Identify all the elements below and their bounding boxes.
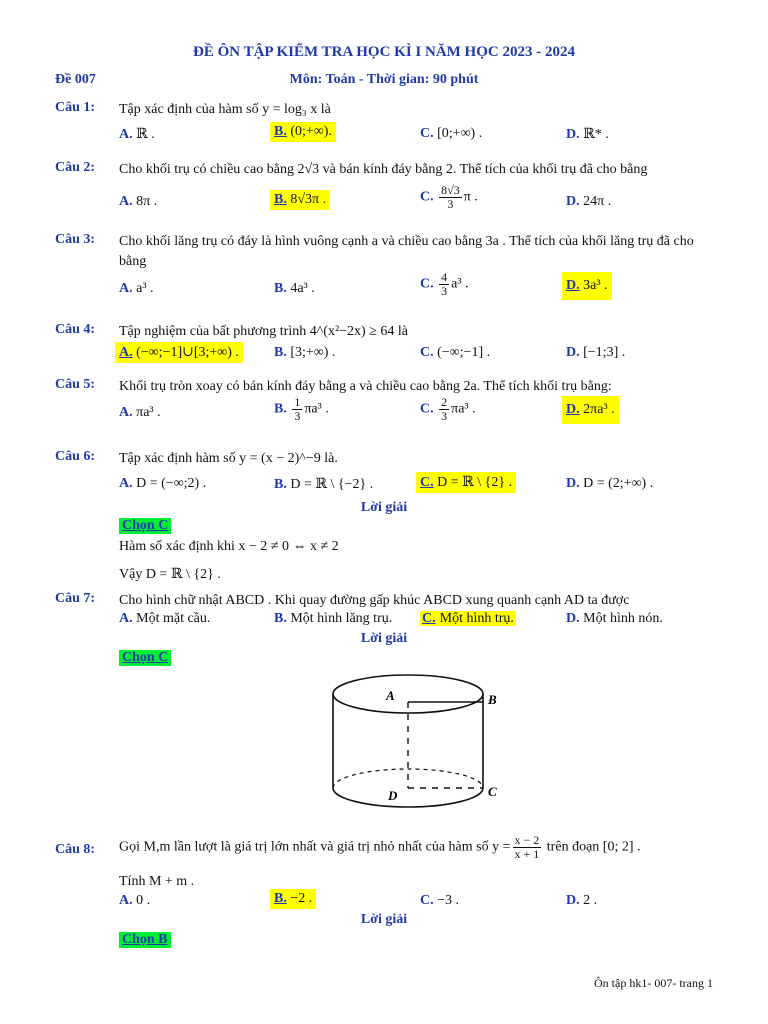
question-6-text: Tập xác định hàm số y = (x − 2)^−9 là.: [119, 451, 338, 466]
option-value: [−1;3] .: [583, 345, 626, 360]
q3-option-d: [562, 272, 612, 300]
vertex-label-a: A: [386, 688, 395, 703]
q1-option-c: [420, 126, 482, 142]
q2-option-c: [420, 184, 478, 211]
option-letter: B.: [274, 192, 287, 207]
question-4-text: Tập nghiệm của bất phương trình 4^(x²−2x) ≥ 64 là: [119, 324, 408, 339]
option-value: 0 .: [136, 893, 151, 908]
option-value: 3a³ .: [583, 278, 608, 293]
answer-choice: Chọn C: [119, 650, 171, 666]
option-value: (−∞;−1]∪[3;+∞) .: [136, 345, 239, 360]
q7-option-a: [119, 611, 210, 627]
fraction-denominator: 3: [441, 409, 448, 423]
option-letter: A.: [119, 611, 133, 626]
question-5-label: Câu 5:: [55, 377, 96, 392]
q3-option-b: [274, 281, 315, 297]
option-value: π .: [463, 189, 478, 205]
option-letter: A.: [119, 194, 133, 209]
fraction-denominator: x + 1: [514, 847, 540, 861]
option-letter: C.: [420, 345, 434, 360]
q5-option-a: [119, 405, 161, 421]
option-letter: C.: [422, 611, 436, 626]
q3-option-c: [420, 271, 469, 298]
q2-option-a: [119, 194, 157, 210]
option-value: ℝ* .: [583, 127, 609, 142]
option-letter: D.: [566, 476, 580, 491]
option-letter: C.: [420, 189, 434, 205]
q8-option-c: [420, 893, 459, 909]
option-value: Một hình nón.: [583, 611, 663, 626]
option-value: D = (2;+∞) .: [583, 476, 654, 491]
fraction-numerator: 2: [441, 395, 448, 409]
option-value: 2 .: [583, 893, 598, 908]
question-4-label: Câu 4:: [55, 322, 96, 337]
q4-option-a: [115, 342, 243, 363]
option-letter: B.: [274, 281, 287, 296]
option-letter: B.: [274, 477, 287, 492]
fraction-numerator: 4: [441, 270, 448, 284]
fraction: [439, 184, 462, 211]
option-letter: B.: [274, 891, 287, 906]
question-3-label: Câu 3:: [55, 232, 96, 247]
option-letter: A.: [119, 345, 133, 360]
option-value: (−∞;−1] .: [437, 345, 491, 360]
question-2-label: Câu 2:: [55, 160, 96, 175]
cylinder-figure: [320, 672, 520, 822]
option-letter: C.: [420, 401, 434, 417]
option-letter: C.: [420, 276, 434, 292]
option-value: 24π .: [583, 194, 612, 209]
option-value: 8π .: [136, 194, 158, 209]
solution-heading: Lời giải: [360, 912, 408, 927]
option-value: 2πa³ .: [583, 402, 615, 417]
option-value: (0;+∞).: [290, 124, 332, 139]
q1-option-d: [566, 126, 609, 143]
option-value: [3;+∞) .: [290, 345, 336, 360]
fraction-numerator: x − 2: [514, 833, 540, 847]
option-value: a³ .: [136, 281, 154, 296]
option-letter: D.: [566, 278, 580, 293]
option-value: 8√3π .: [290, 192, 327, 207]
option-letter: D.: [566, 194, 580, 209]
q3-option-a: [119, 281, 154, 297]
fraction-denominator: 3: [294, 409, 301, 423]
option-value: Một mặt cầu.: [136, 611, 211, 626]
fraction: [439, 271, 449, 298]
solution-line: Vậy D = ℝ \ {2} .: [119, 567, 221, 582]
answer-choice: Chọn B: [119, 932, 171, 948]
question-8-label: Câu 8:: [55, 842, 96, 857]
option-value: [0;+∞) .: [437, 126, 483, 141]
option-letter: A.: [119, 281, 133, 296]
question-text: Gọi M,m lần lượt là giá trị lớn nhất và giá trị nhỏ nhất của hàm số: [119, 839, 489, 855]
q6-option-a: [119, 476, 206, 492]
option-value: 4a³ .: [290, 281, 315, 296]
question-1-label: Câu 1:: [55, 100, 96, 115]
q7-option-d: [566, 611, 663, 627]
q8-option-b: [270, 889, 316, 909]
fraction-denominator: 3: [441, 284, 448, 298]
option-letter: D.: [566, 127, 580, 142]
question-line: Tính M + m .: [119, 874, 195, 889]
page-title: ĐỀ ÔN TẬP KIỂM TRA HỌC KÌ I NĂM HỌC 2023 - 2024: [193, 44, 575, 60]
option-value: D = ℝ \ {−2} .: [290, 477, 374, 492]
option-value: a³ .: [451, 276, 469, 292]
q4-option-c: [420, 345, 490, 361]
q7-option-b: [274, 611, 392, 627]
question-7-label: Câu 7:: [55, 591, 96, 606]
option-letter: A.: [119, 405, 133, 420]
page-footer: Ôn tập hk1- 007- trang 1: [594, 976, 713, 990]
q5-option-d: [562, 396, 619, 424]
q6-option-b: [274, 476, 373, 493]
option-value: πa³ .: [451, 401, 476, 417]
vertex-label-d: D: [388, 788, 398, 803]
q1-option-b: [270, 122, 336, 142]
solution-heading: Lời giải: [360, 500, 408, 515]
q8-option-a: [119, 893, 150, 909]
q6-option-c: [416, 472, 516, 493]
question-text: trên đoạn [0; 2] .: [546, 839, 641, 855]
function-name: y =: [492, 839, 511, 855]
option-letter: C.: [420, 475, 434, 490]
option-letter: A.: [119, 476, 133, 491]
option-letter: D.: [566, 611, 580, 626]
solution-heading: Lời giải: [360, 631, 408, 646]
option-letter: C.: [420, 893, 434, 908]
option-value: D = ℝ \ {2} .: [437, 475, 513, 490]
exam-code: Đề 007: [55, 72, 96, 87]
option-value: ℝ .: [136, 127, 155, 142]
option-letter: A.: [119, 127, 133, 142]
q4-option-b: [274, 345, 335, 361]
q5-option-b: [274, 396, 329, 423]
question-5-text: Khối trụ tròn xoay có bán kính đáy bằng a và chiều cao bằng 2a. Thể tích khối trụ bằng:: [119, 379, 612, 394]
option-letter: D.: [566, 893, 580, 908]
option-letter: B.: [274, 345, 287, 360]
option-value: −3 .: [437, 893, 460, 908]
fraction: [513, 834, 542, 861]
option-value: Một hình trụ.: [439, 611, 514, 626]
vertex-label-c: C: [488, 784, 497, 799]
fraction-numerator: 1: [294, 395, 301, 409]
exam-subject: Môn: Toán - Thời gian: 90 phút: [289, 72, 479, 87]
option-value: D = (−∞;2) .: [136, 476, 207, 491]
option-letter: B.: [274, 611, 287, 626]
option-value: πa³ .: [136, 405, 161, 420]
question-2-text: Cho khối trụ có chiều cao bằng 2√3 và bán kính đáy bằng 2. Thể tích của khối trụ đã cho bằng: [119, 162, 648, 177]
option-value: −2 .: [290, 891, 313, 906]
fraction-denominator: 3: [447, 197, 454, 211]
option-letter: D.: [566, 402, 580, 417]
option-letter: B.: [274, 401, 287, 417]
answer-choice: Chọn C: [119, 518, 171, 534]
option-letter: C.: [420, 126, 434, 141]
option-value: πa³ .: [304, 401, 329, 417]
option-letter: D.: [566, 345, 580, 360]
solution-line: Hàm số xác định khi x − 2 ≠ 0 ⇔ x ≠ 2: [119, 539, 339, 554]
option-letter: A.: [119, 893, 133, 908]
question-7-text: Cho hình chữ nhật ABCD . Khi quay đường gấp khúc ABCD xung quanh cạnh AD ta được: [119, 593, 630, 608]
q1-option-a: [119, 126, 155, 143]
question-1-text: Tập xác định của hàm số y = log₃ x là: [119, 102, 331, 117]
q2-option-d: [566, 194, 611, 210]
question-6-label: Câu 6:: [55, 449, 96, 464]
option-value: Một hình lăng trụ.: [290, 611, 393, 626]
q8-option-d: [566, 893, 597, 909]
option-letter: B.: [274, 124, 287, 139]
question-8-text: [119, 834, 729, 861]
vertex-label-b: B: [488, 692, 497, 707]
q4-option-d: [566, 345, 625, 361]
fraction: [439, 396, 449, 423]
q2-option-b: [270, 190, 330, 210]
q6-option-d: [566, 476, 653, 492]
q7-option-c: [420, 611, 516, 627]
fraction: [292, 396, 302, 423]
question-3-text: Cho khối lăng trụ có đáy là hình vuông cạnh a và chiều cao bằng 3a . Thể tích của khối lăng trụ đã cho bằng: [119, 234, 694, 269]
q5-option-c: [420, 396, 476, 423]
fraction-numerator: 8√3: [441, 183, 460, 197]
